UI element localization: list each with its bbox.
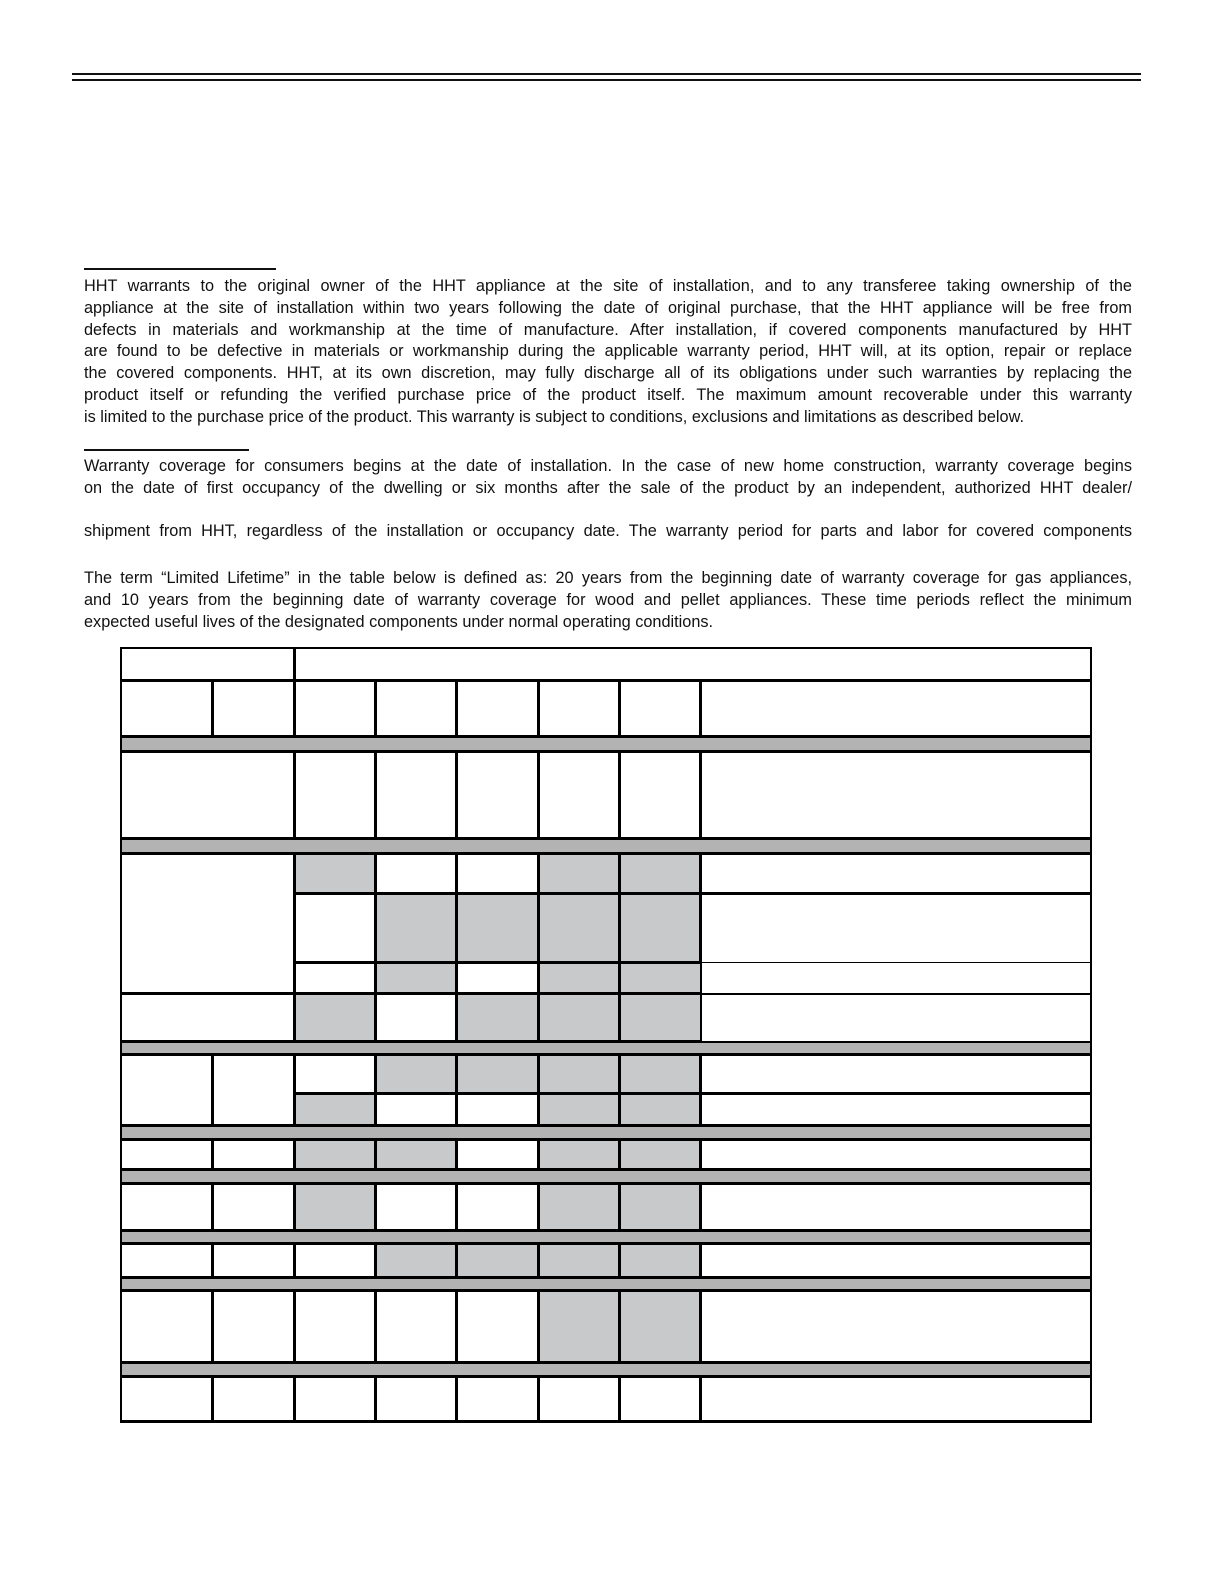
table-vline <box>537 1376 540 1422</box>
table-hline <box>120 1276 1092 1279</box>
table-vline <box>699 853 702 963</box>
table-vline <box>455 681 458 737</box>
table-hline <box>295 892 1092 895</box>
table-vline <box>374 1139 377 1169</box>
table-vline <box>537 681 540 737</box>
table-vline <box>699 1243 702 1277</box>
warranty-intro-paragraph <box>84 276 1132 429</box>
table-cell-shaded <box>620 853 701 893</box>
section-heading-underline <box>84 268 276 270</box>
table-vline <box>293 751 296 839</box>
paragraph-line: Warranty coverage for consumers begins at the date of installation. In the case of new home construction, warranty coverage begins <box>84 457 1132 475</box>
table-cell-shaded <box>376 962 457 993</box>
table-vline <box>455 853 458 1041</box>
table-vline <box>211 1376 214 1422</box>
table-vline <box>374 681 377 737</box>
table-vline <box>618 1376 621 1422</box>
header-double-rule-bottom <box>72 79 1141 81</box>
table-vline <box>455 1054 458 1125</box>
table-vline <box>537 1139 540 1169</box>
table-vline <box>618 681 621 737</box>
table-hline <box>120 1168 1092 1171</box>
table-vline <box>618 751 621 839</box>
paragraph-line: appliance at the site of installation within two years following the date of original purchase, that the HHT appliance will be free from <box>84 298 1132 317</box>
table-hline <box>120 1289 1092 1292</box>
paragraph-line: The term “Limited Lifetime” in the table below is defined as: 20 years from the beginning date of warranty coverage for gas appliances, <box>84 569 1132 587</box>
table-border-top <box>120 647 1092 649</box>
table-cell-shaded <box>295 1093 376 1125</box>
table-hline <box>120 1138 1092 1141</box>
table-hline <box>120 1361 1092 1364</box>
paragraph-line: HHT warrants to the original owner of the HHT appliance at the site of installation, and to any transferee taking ownership of the <box>84 277 1132 295</box>
table-hline <box>120 1053 1092 1056</box>
header-double-rule-top <box>72 73 1141 75</box>
table-vline <box>537 1290 540 1362</box>
table-hline <box>120 1182 1092 1185</box>
table-vline <box>699 1183 702 1230</box>
table-vline <box>699 681 702 737</box>
table-vline <box>618 853 621 1041</box>
table-vline <box>374 1376 377 1422</box>
table-vline <box>699 1139 702 1169</box>
table-vline <box>211 681 214 737</box>
table-hline <box>295 1092 1092 1095</box>
table-vline <box>455 1290 458 1362</box>
table-hline-thin <box>701 1041 1092 1043</box>
table-cell-shaded <box>295 1183 376 1230</box>
table-border-right <box>1090 647 1092 1423</box>
section-heading-underline <box>84 449 249 451</box>
table-vline <box>618 1290 621 1362</box>
table-cell-shaded <box>295 853 376 893</box>
table-vline <box>455 751 458 839</box>
table-cell-shaded <box>539 853 620 893</box>
table-vline <box>374 751 377 839</box>
table-vline <box>293 1054 296 1125</box>
table-vline <box>374 1183 377 1230</box>
table-vline <box>374 1290 377 1362</box>
limited-lifetime-definition-paragraph <box>84 568 1132 633</box>
table-hline <box>120 992 701 995</box>
table-hline-thin <box>701 962 1092 963</box>
table-vline <box>537 853 540 1041</box>
paragraph-line: are found to be defective in materials or workmanship during the applicable warranty period, HHT will, at its option, repair or replace <box>84 342 1132 361</box>
paragraph-line: is limited to the purchase price of the product. This warranty is subject to conditions, exclusions and limitations as described below. <box>84 407 1024 426</box>
table-vline <box>455 1376 458 1422</box>
table-vline <box>618 1183 621 1230</box>
table-vline <box>618 1054 621 1125</box>
table-vline <box>293 647 296 737</box>
table-vline <box>699 1290 702 1362</box>
table-hline <box>120 1040 701 1043</box>
table-vline <box>455 1183 458 1230</box>
warranty-coverage-paragraph-cont <box>84 521 1132 543</box>
table-vline <box>211 1243 214 1277</box>
table-vline <box>293 853 296 1041</box>
table-vline <box>293 1243 296 1277</box>
table-border-bottom <box>120 1420 1092 1423</box>
table-hline <box>120 1229 1092 1232</box>
table-vline <box>537 751 540 839</box>
table-vline <box>699 1054 702 1125</box>
table-border-left <box>120 647 122 1423</box>
table-vline <box>211 1139 214 1169</box>
table-hline <box>120 837 1092 840</box>
table-hline <box>120 735 1092 738</box>
table-hline <box>120 679 1092 682</box>
table-hline <box>120 1375 1092 1378</box>
table-hline <box>120 852 1092 855</box>
table-vline <box>293 1183 296 1230</box>
table-vline <box>618 1243 621 1277</box>
table-vline <box>211 1290 214 1362</box>
paragraph-line: on the date of first occupancy of the dwelling or six months after the sale of the product by an independent, authorized HHT dealer/ <box>84 478 1132 497</box>
paragraph-line: product itself or refunding the verified purchase price of the product itself. The maximum amount recoverable under this warranty <box>84 385 1132 404</box>
table-vline-thin <box>700 962 702 1041</box>
table-vline <box>699 751 702 839</box>
table-vline <box>211 1054 214 1125</box>
table-vline <box>211 1183 214 1230</box>
table-vline <box>699 1376 702 1422</box>
table-vline <box>293 1139 296 1169</box>
table-vline <box>618 1139 621 1169</box>
table-hline <box>120 1124 1092 1127</box>
table-vline <box>455 1139 458 1169</box>
paragraph-line: defects in materials and workmanship at the time of manufacture. After installation, if covered components manufactured by HHT <box>84 320 1132 339</box>
table-vline <box>374 1243 377 1277</box>
paragraph-line: the covered components. HHT, at its own discretion, may fully discharge all of its obligations under such warranties by replacing the <box>84 364 1132 383</box>
table-hline <box>120 750 1092 753</box>
table-vline <box>537 1243 540 1277</box>
table-vline <box>293 1376 296 1422</box>
table-vline <box>374 1054 377 1125</box>
table-vline <box>455 1243 458 1277</box>
table-hline <box>295 961 701 964</box>
table-vline <box>293 1290 296 1362</box>
paragraph-line: expected useful lives of the designated components under normal operating conditions. <box>84 612 714 631</box>
table-vline <box>537 1183 540 1230</box>
table-hline-thin <box>701 993 1092 995</box>
warranty-coverage-paragraph <box>84 456 1132 500</box>
table-vline <box>374 853 377 1041</box>
table-cell-shaded <box>457 993 701 1041</box>
table-cell-shaded <box>295 993 376 1041</box>
table-hline <box>120 1242 1092 1245</box>
table-vline <box>537 1054 540 1125</box>
paragraph-line: shipment from HHT, regardless of the installation or occupancy date. The warranty period for parts and labor for covered components <box>84 522 1132 540</box>
paragraph-line: and 10 years from the beginning date of warranty coverage for wood and pellet appliances. These time periods reflect the minimum <box>84 590 1132 609</box>
